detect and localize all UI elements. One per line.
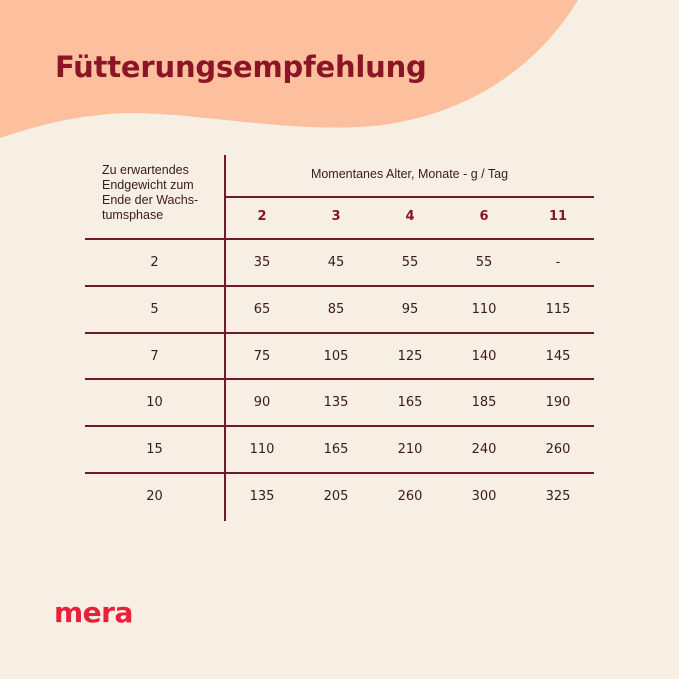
row-separator-line — [85, 332, 594, 334]
row-separator-line — [85, 378, 594, 380]
grams-per-day-cell: 110 — [471, 301, 497, 317]
grams-per-day-cell: - — [555, 255, 561, 270]
grams-per-day-cell: 55 — [401, 255, 419, 270]
weight-cell: 7 — [150, 348, 159, 364]
grams-per-day-cell: 165 — [323, 442, 349, 458]
page-title: Fütterungsempfehlung — [55, 50, 427, 84]
age-column-header: 4 — [405, 209, 415, 224]
grams-per-day-cell: 135 — [249, 489, 275, 504]
mera-logo: mera — [54, 596, 133, 629]
feeding-table — [85, 155, 594, 521]
grams-per-day-cell: 145 — [545, 348, 571, 364]
weight-cell: 2 — [150, 255, 159, 270]
age-column-header: 6 — [479, 209, 489, 224]
row-separator-line — [85, 425, 594, 427]
grams-per-day-cell: 300 — [471, 489, 497, 504]
grams-per-day-cell: 140 — [471, 348, 497, 364]
grams-per-day-cell: 95 — [401, 301, 419, 317]
grams-per-day-cell: 205 — [323, 489, 349, 504]
age-column-header: 11 — [548, 209, 568, 224]
grams-per-day-cell: 240 — [471, 442, 497, 458]
grams-per-day-cell: 135 — [323, 395, 349, 411]
weight-column-header: Zu erwartendes Endgewicht zum Ende der Wachs- tumsphase — [102, 163, 199, 222]
age-group-header: Momentanes Alter, Monate - g / Tag — [310, 167, 509, 181]
grams-per-day-cell: 105 — [323, 348, 349, 364]
age-column-header: 3 — [331, 209, 341, 224]
weight-cell: 5 — [150, 301, 159, 317]
grams-per-day-cell: 45 — [327, 255, 345, 270]
grams-per-day-cell: 190 — [545, 395, 571, 411]
grams-per-day-cell: 185 — [471, 395, 497, 411]
grams-per-day-cell: 165 — [397, 395, 423, 411]
grams-per-day-cell: 110 — [249, 442, 275, 458]
grams-per-day-cell: 35 — [253, 255, 271, 270]
grams-per-day-cell: 210 — [397, 442, 423, 458]
grams-per-day-cell: 125 — [397, 348, 423, 364]
grams-per-day-cell: 75 — [253, 348, 271, 364]
header-subdivider-line — [225, 196, 594, 198]
weight-cell: 20 — [146, 489, 163, 504]
grams-per-day-cell: 325 — [545, 489, 571, 504]
grams-per-day-cell: 115 — [545, 301, 571, 317]
grams-per-day-cell: 260 — [545, 442, 571, 458]
grams-per-day-cell: 85 — [327, 301, 345, 317]
row-separator-line — [85, 472, 594, 474]
weight-cell: 10 — [146, 395, 163, 411]
grams-per-day-cell: 65 — [253, 301, 271, 317]
row-separator-line — [85, 285, 594, 287]
row-separator-line — [85, 238, 594, 240]
age-column-header: 2 — [257, 209, 267, 224]
grams-per-day-cell: 55 — [475, 255, 493, 270]
weight-cell: 15 — [146, 442, 163, 458]
grams-per-day-cell: 90 — [253, 395, 271, 411]
grams-per-day-cell: 260 — [397, 489, 423, 504]
